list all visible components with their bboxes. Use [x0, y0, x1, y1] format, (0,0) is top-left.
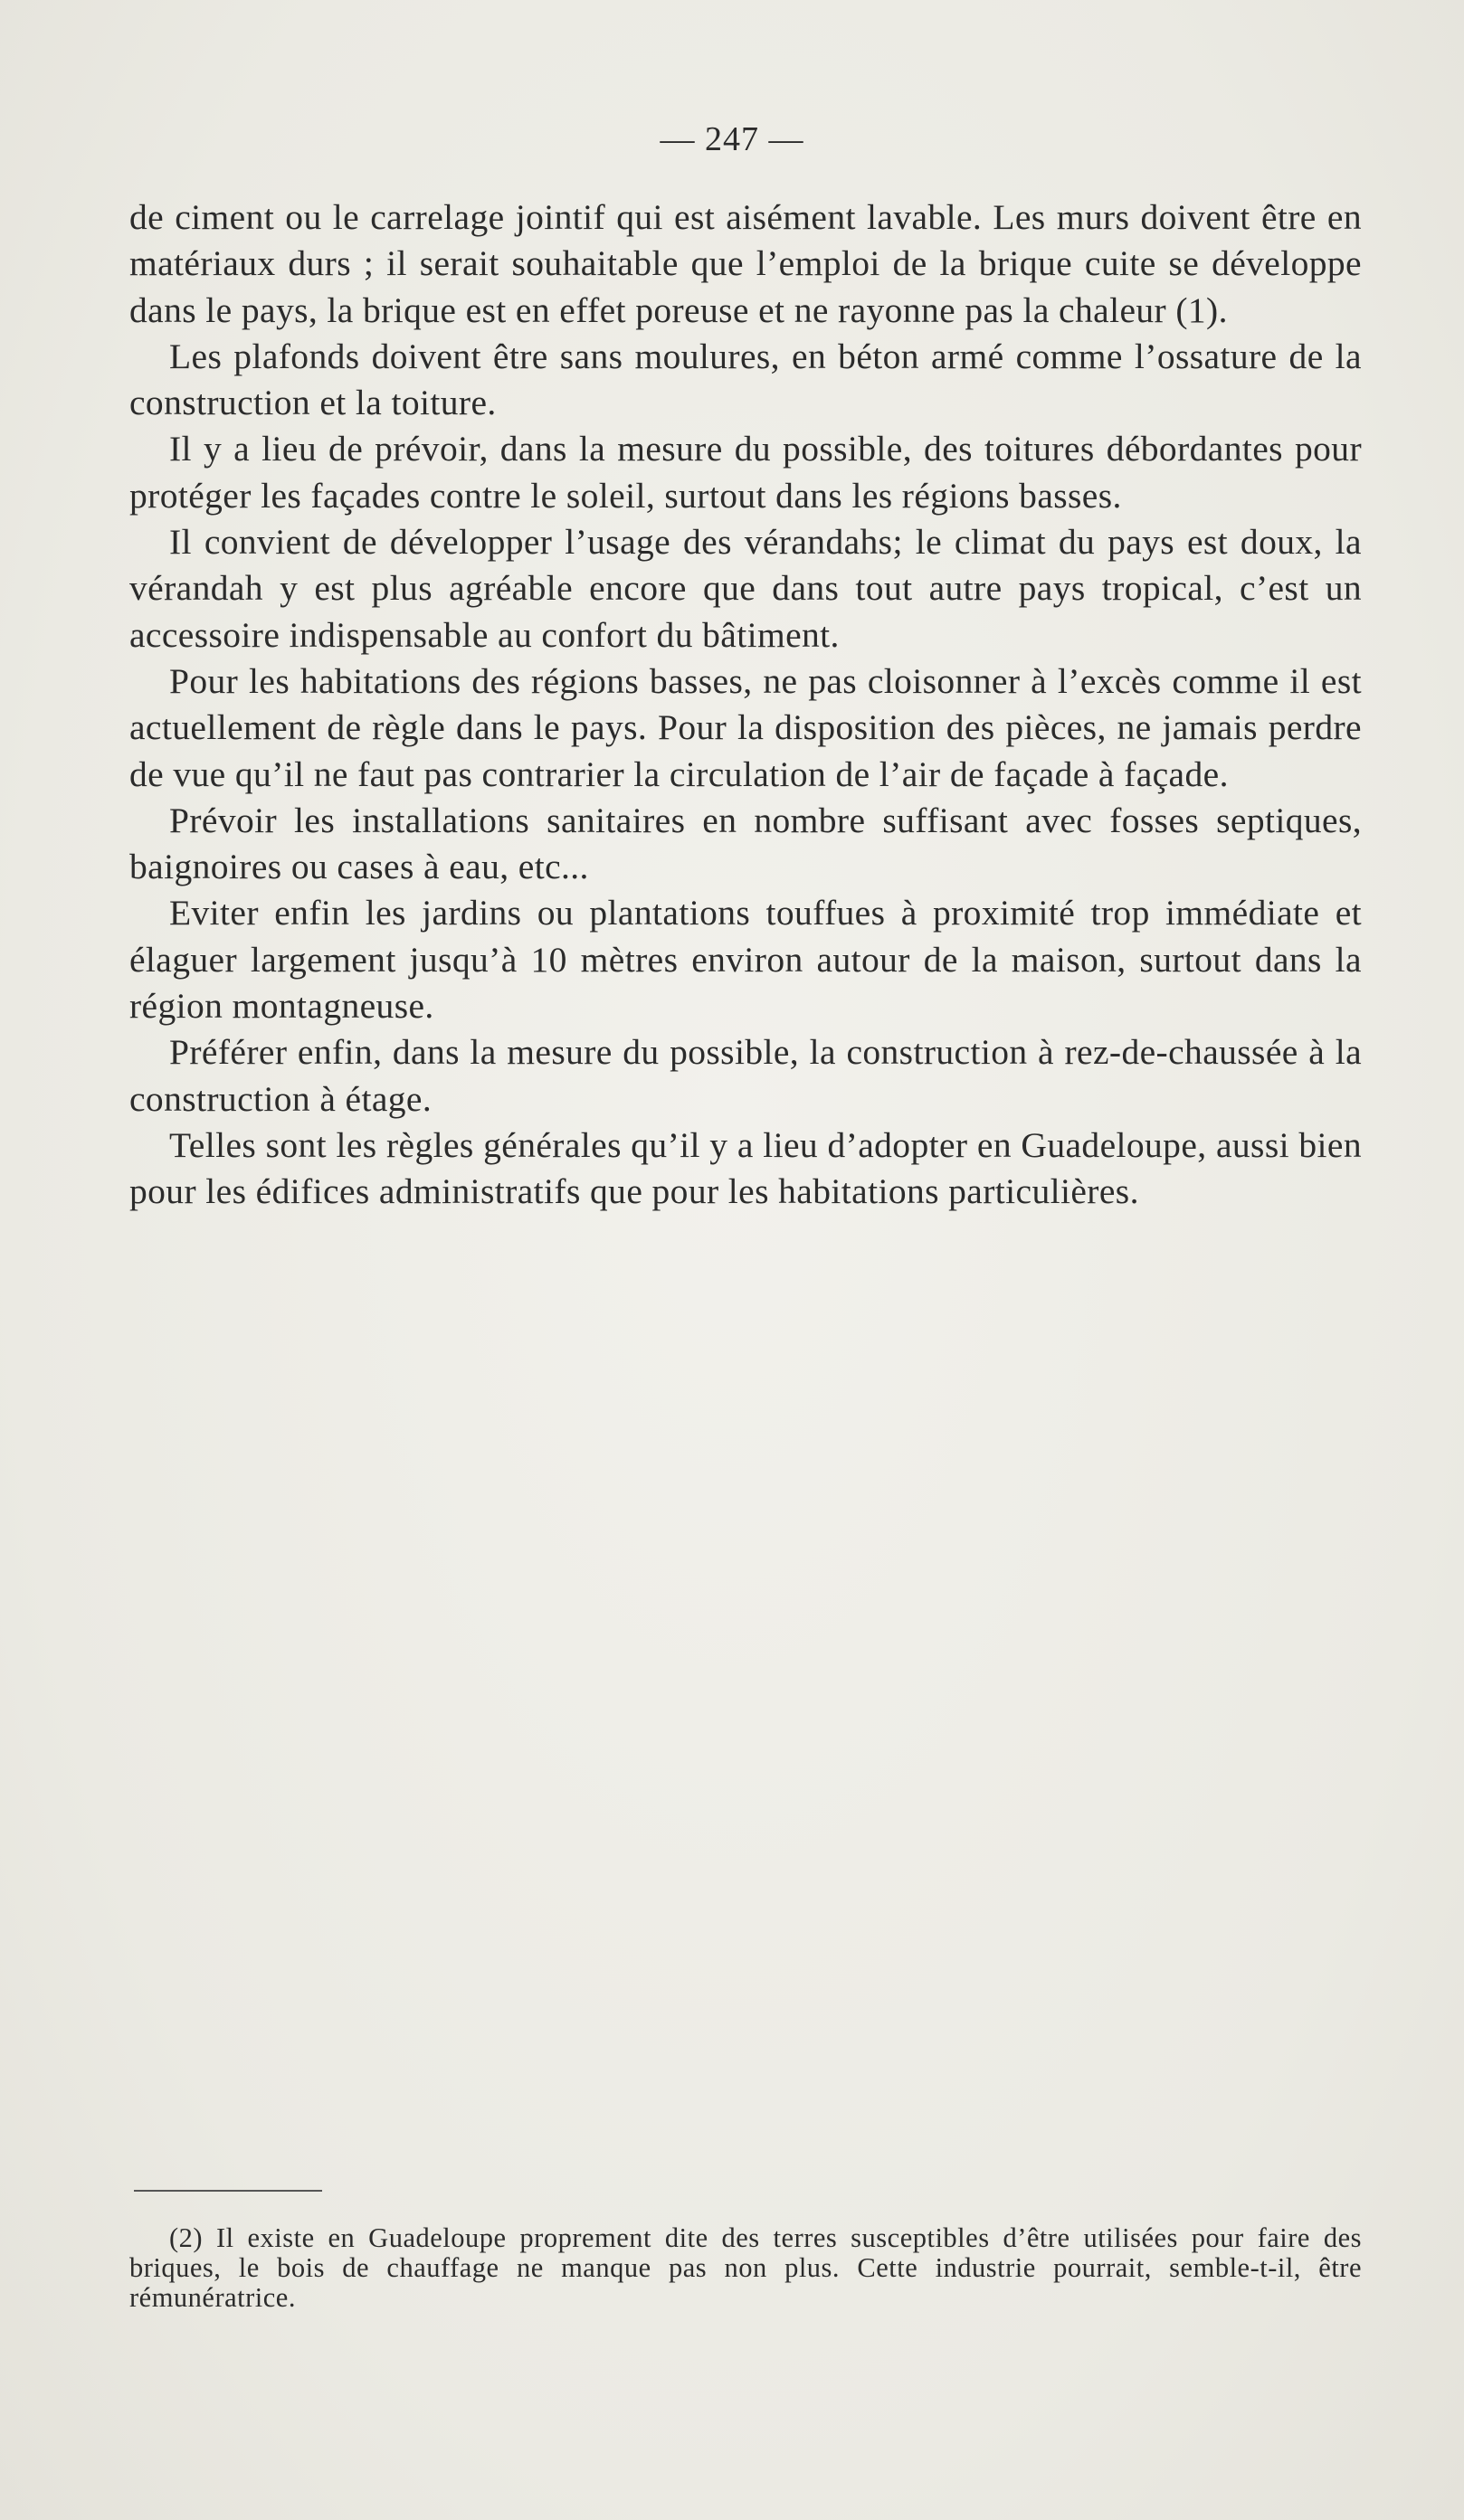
- paragraph: Il y a lieu de prévoir, dans la mesure du possible, des toitures débordantes pour protéger les façades contre le soleil, surtout dans les régions basses.: [129, 429, 1362, 516]
- paragraph: Telles sont les règles générales qu’il y a lieu d’adopter en Guadeloupe, aussi bien pour les édifices administratifs que pour les habitations particulières.: [129, 1124, 1362, 1212]
- footnote: [129, 2223, 1362, 2313]
- main-text: [129, 194, 1362, 1216]
- page-number: — 247 —: [660, 120, 804, 158]
- paragraph: Prévoir les installations sanitaires en nombre suffisant avec fosses septiques, baignoires ou cases à eau, etc...: [129, 800, 1362, 887]
- paragraph: Les plafonds doivent être sans moulures, en béton armé comme l’ossature de la construction et la toiture.: [129, 336, 1362, 423]
- paragraph: Il convient de développer l’usage des vérandahs; le climat du pays est doux, la vérandah y est plus agréable encore que dans tout autre pays tropical, c’est un accessoire indispensable au confort du bâtiment.: [129, 522, 1362, 655]
- paragraph: Eviter enfin les jardins ou plantations touffues à proximité trop immédiate et élaguer largement jusqu’à 10 mètres environ autour de la maison, surtout dans la région montagneuse.: [129, 893, 1362, 1027]
- footnote-divider: [134, 2190, 322, 2192]
- footnote-text: (2) Il existe en Guadeloupe proprement dite des terres susceptibles d’être utilisées pour faire des briques, le bois de chauffage ne manque pas non plus. Cette industrie pourrait, semble-t-il, être rémunératrice.: [129, 2222, 1362, 2313]
- paragraph: Préférer enfin, dans la mesure du possible, la construction à rez-de-chaussée à la construction à étage.: [129, 1032, 1362, 1119]
- paragraph: Pour les habitations des régions basses, ne pas cloisonner à l’excès comme il est actuellement de règle dans le pays. Pour la disposition des pièces, ne jamais perdre de vue qu’il ne faut pas contrarier la circulation de l’air de façade à façade.: [129, 660, 1362, 794]
- paragraph: de ciment ou le carrelage jointif qui est aisément lavable. Les murs doivent être en matériaux durs ; il serait souhaitable que l’emploi de la brique cuite se développe dans le pays, la brique est en effet poreuse et ne rayonne pas la chaleur (1).: [129, 197, 1362, 330]
